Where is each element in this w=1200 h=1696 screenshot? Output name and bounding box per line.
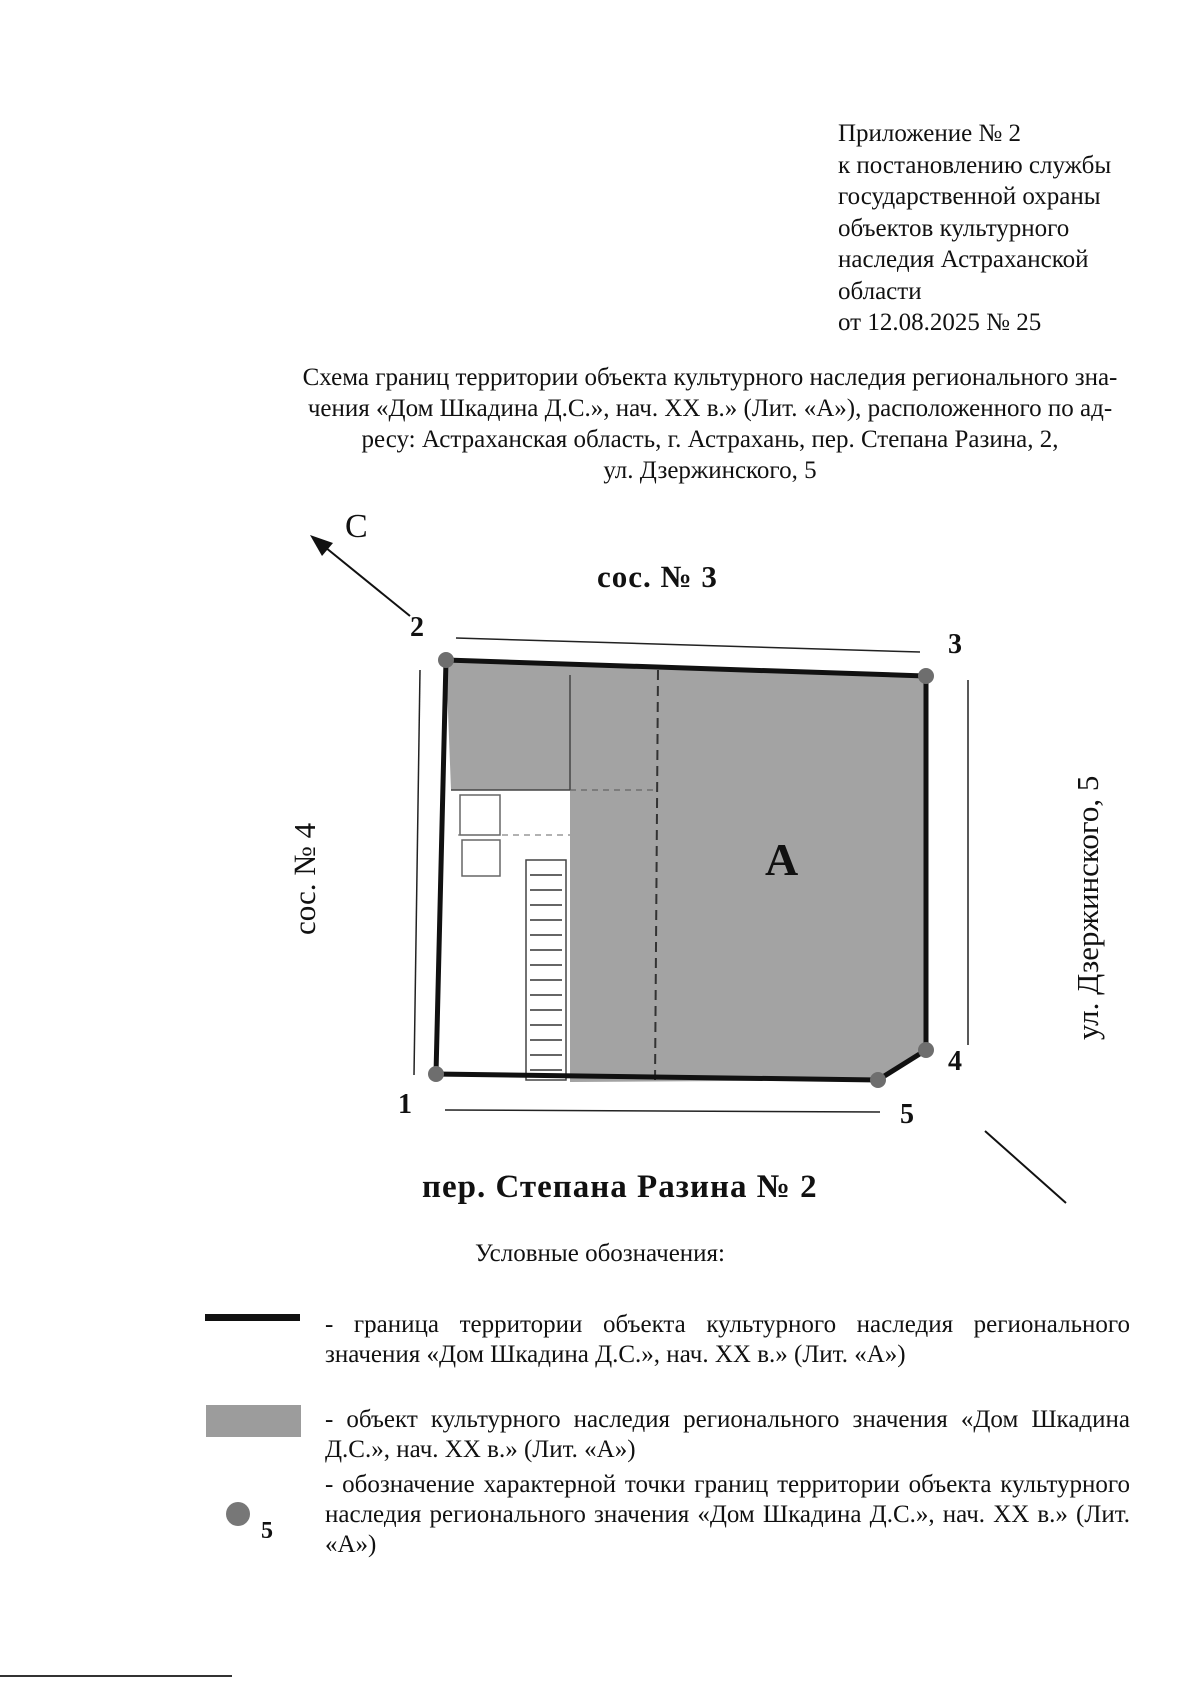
appendix-line: государственной охраны <box>838 183 1101 210</box>
appendix-line: области <box>838 277 922 305</box>
neighbor-top-label: сос. № 3 <box>597 559 718 594</box>
appendix-line: от 12.08.2025 № 25 <box>838 309 1042 336</box>
point-label-3: 3 <box>948 629 962 660</box>
footer-divider <box>0 1675 232 1677</box>
title-line: чения «Дом Шкадина Д.С.», нач. XX в.» (Лит. «А»), расположенного по ад- <box>307 395 1113 422</box>
point-label-4: 4 <box>948 1046 962 1077</box>
title-line: Схема границ территории объекта культурного наследия регионального зна- <box>302 364 1118 391</box>
boundary-point-2 <box>438 652 454 668</box>
legend-point-symbol <box>226 1502 250 1526</box>
point-label-5: 5 <box>900 1099 914 1130</box>
cultural-heritage-object <box>446 660 926 1085</box>
appendix-line: наследия Астраханской <box>838 246 1089 273</box>
neighbor-left-label: сос. № 4 <box>287 822 322 935</box>
appendix-line: к постановлению службы <box>838 151 1112 179</box>
title-line: ресу: Астраханская область, г. Астрахань, пер. Степана Разина, 2, <box>361 426 1059 453</box>
street-direction-line <box>985 1131 1066 1203</box>
point-label-1: 1 <box>398 1089 412 1120</box>
appendix-line: Приложение № 2 <box>838 120 1022 147</box>
boundary-point-3 <box>918 668 934 684</box>
boundary-point-4 <box>918 1042 934 1058</box>
street-right-label: ул. Дзержинского, 5 <box>1070 775 1105 1040</box>
legend-point-number: 5 <box>261 1518 273 1544</box>
legend-item-object: - объект культурного наследия регионального значения «Дом Шкадина Д.С.», нач. XX в.» (Лит. «А») <box>325 1406 1130 1463</box>
north-arrow-icon <box>310 535 410 616</box>
legend-item-point: - обозначение характерной точки границ территории объекта культурного наследия регионального значения «Дом Шкадина Д.С.», нач. XX в.» (Лит. «А») <box>325 1471 1130 1558</box>
title-line: ул. Дзержинского, 5 <box>603 457 817 484</box>
boundary-point-5 <box>870 1072 886 1088</box>
legend-boundary-symbol <box>205 1314 300 1321</box>
boundary-point-1 <box>428 1066 444 1082</box>
point-label-2: 2 <box>410 612 424 643</box>
north-label: С <box>345 508 368 545</box>
street-bottom-label: пер. Степана Разина № 2 <box>422 1169 818 1205</box>
building-label: А <box>765 834 799 885</box>
legend-object-fill-symbol <box>206 1405 301 1437</box>
appendix-line: объектов культурного <box>838 214 1070 242</box>
legend-item-boundary: - граница территории объекта культурного наследия регионального значения «Дом Шкадина Д.С.», нач. XX в.» (Лит. «А») <box>325 1311 1130 1368</box>
legend-title: Условные обозначения: <box>474 1240 726 1267</box>
